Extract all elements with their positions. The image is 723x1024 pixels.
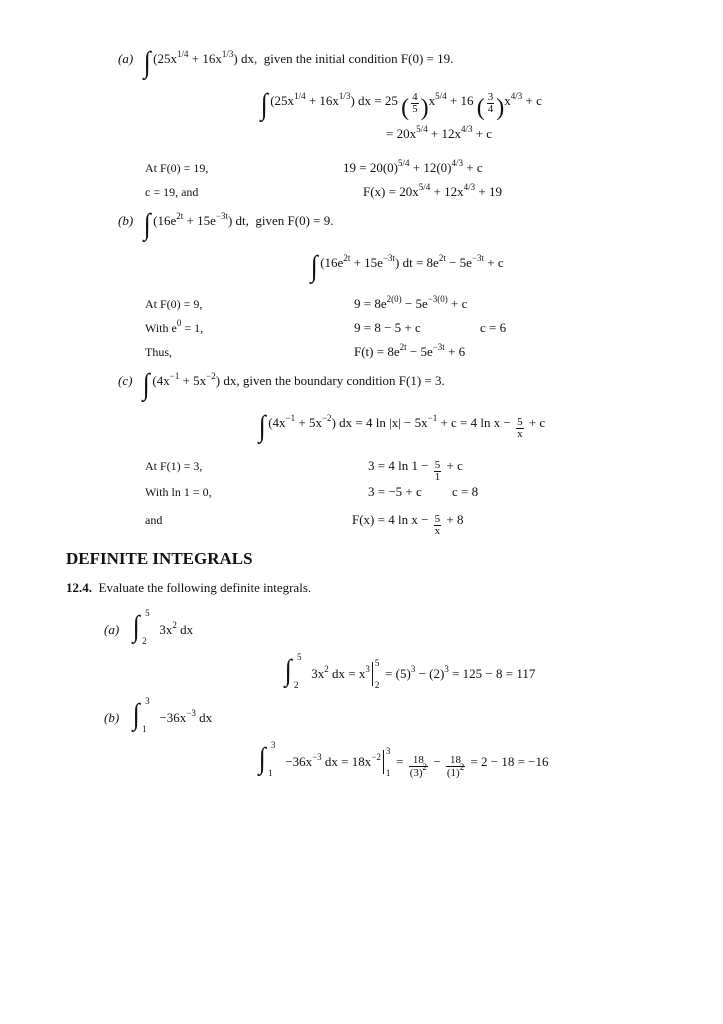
def-b-solution: ∫ 3 1 $-36x^{-3}$ dx = $18x^{-2}$ 3 1 = $\frac{18}{(3)^2}$ − $\frac{18}{(1)^2}$ = 2 − 18 = −16 [258, 740, 549, 779]
part-b-equation-1: ∫ $(16e^{2t} + 15e^{-3t})$ dt = $8e^{2t} - 5e^{-3t} + c$ [310, 250, 504, 283]
part-c-and-label: and [145, 513, 163, 527]
part-b-statement: (b) ∫ $(16e^{2t} + 15e^{-3t})$ dt, given F(0) = 9. [118, 208, 334, 241]
part-a-final: $F(x) = 20x^{5/4} + 12x^{4/3} + 19$ [363, 182, 502, 199]
part-c-at-equation: 3 = 4 ln 1 − $\frac{5}{1}$ + c [368, 458, 463, 483]
part-c-with-label: With ln 1 = 0, [145, 485, 212, 499]
part-a-at-label: At F(0) = 19, [145, 161, 209, 175]
part-c-c-value: c = 8 [452, 484, 479, 499]
part-a-equation-2: = $20x^{5/4} + 12x^{4/3} + c$ [386, 124, 493, 141]
fraction: $\frac{5}{1}$ [434, 459, 441, 483]
part-b-with-label: With $e^0 = 1$, [145, 318, 204, 335]
definite-integral-sign-icon: ∫ 3 1 [132, 696, 150, 734]
part-a-equation-1: ∫ $(25x^{1/4} + 16x^{1/3})$ dx = 25 ( $\frac{4}{5}$ )$x^{5/4} + 16$ ( $\frac{3}{4}$ )$x^{4/3} + c$ [260, 88, 542, 121]
integral-sign-icon: ∫ [310, 250, 318, 283]
paren-fraction: ( $\frac{3}{4}$ ) [476, 91, 505, 121]
part-a-statement: (a) ∫ $(25x^{1/4} + 16x^{1/3})$ dx, given the initial condition F(0) = 19. [118, 46, 454, 79]
definite-integral-sign-icon: ∫ 5 2 [132, 608, 150, 646]
def-b-label: (b) [104, 710, 120, 725]
evaluation-bar: 5 2 [370, 662, 382, 686]
def-b-statement: (b) ∫ 3 1 $-36x^{-3}$ dx [104, 696, 213, 734]
part-b-at-equation: $9 = 8e^{2(0)} - 5e^{-3(0)} + c$ [354, 294, 468, 311]
problem-statement: 12.4. Evaluate the following definite integrals. [66, 580, 312, 595]
part-a-label: (a) [118, 51, 134, 66]
def-a-label: (a) [104, 622, 120, 637]
fraction: $\frac{5}{x}$ [434, 513, 441, 537]
evaluation-bar: 3 1 [381, 750, 393, 774]
part-a-c-label: c = 19, and [145, 185, 199, 199]
part-b-with-equation: 9 = 8 − 5 + c [354, 320, 421, 335]
part-c-statement: (c) ∫ $(4x^{-1} + 5x^{-2})$ dx, given the boundary condition F(1) = 3. [118, 368, 445, 401]
section-heading: DEFINITE INTEGRALS [66, 549, 253, 568]
part-c-final: F(x) = 4 ln x − $\frac{5}{x}$ + 8 [352, 512, 464, 537]
part-b-label: (b) [118, 213, 134, 228]
part-a-at-equation: $19 = 20(0)^{5/4} + 12(0)^{4/3} + c$ [343, 158, 483, 175]
integral-sign-icon: ∫ [260, 88, 268, 121]
part-c-label: (c) [118, 373, 133, 388]
integral-sign-icon: ∫ [143, 46, 151, 79]
integral-sign-icon: ∫ [258, 410, 266, 443]
part-b-c-value: c = 6 [480, 320, 507, 335]
def-a-solution: ∫ 5 2 $3x^2$ dx = $x^3$ 5 2 = $(5)^3 - (2)^3 = 125 - 8 = 117$ [284, 652, 536, 690]
part-b-final: $F(t) = 8e^{2t} - 5e^{-3t} + 6$ [354, 342, 466, 359]
part-b-at-label: At F(0) = 9, [145, 297, 203, 311]
part-c-at-label: At F(1) = 3, [145, 459, 203, 473]
paren-fraction: ( $\frac{4}{5}$ ) [401, 91, 429, 121]
definite-integral-sign-icon: ∫ 5 2 [284, 652, 302, 690]
fraction: $\frac{18}{(3)^2}$ [409, 754, 428, 779]
integral-sign-icon: ∫ [143, 208, 151, 241]
fraction: $\frac{5}{x}$ [517, 416, 523, 440]
fraction: $\frac{18}{(1)^2}$ [446, 754, 465, 779]
problem-number: 12.4. [66, 580, 92, 595]
part-b-thus-label: Thus, [145, 345, 172, 359]
part-c-with-equation: 3 = −5 + c [368, 484, 422, 499]
definite-integral-sign-icon: ∫ 3 1 [258, 740, 276, 778]
part-c-equation-1: ∫ $(4x^{-1} + 5x^{-2})$ dx = 4 $\ln |x| - 5x^{-1} + c = 4$ ln x − $\frac{5}{x}$ + c [258, 410, 546, 443]
integral-sign-icon: ∫ [142, 368, 150, 401]
def-a-statement: (a) ∫ 5 2 $3x^2$ dx [104, 608, 194, 646]
